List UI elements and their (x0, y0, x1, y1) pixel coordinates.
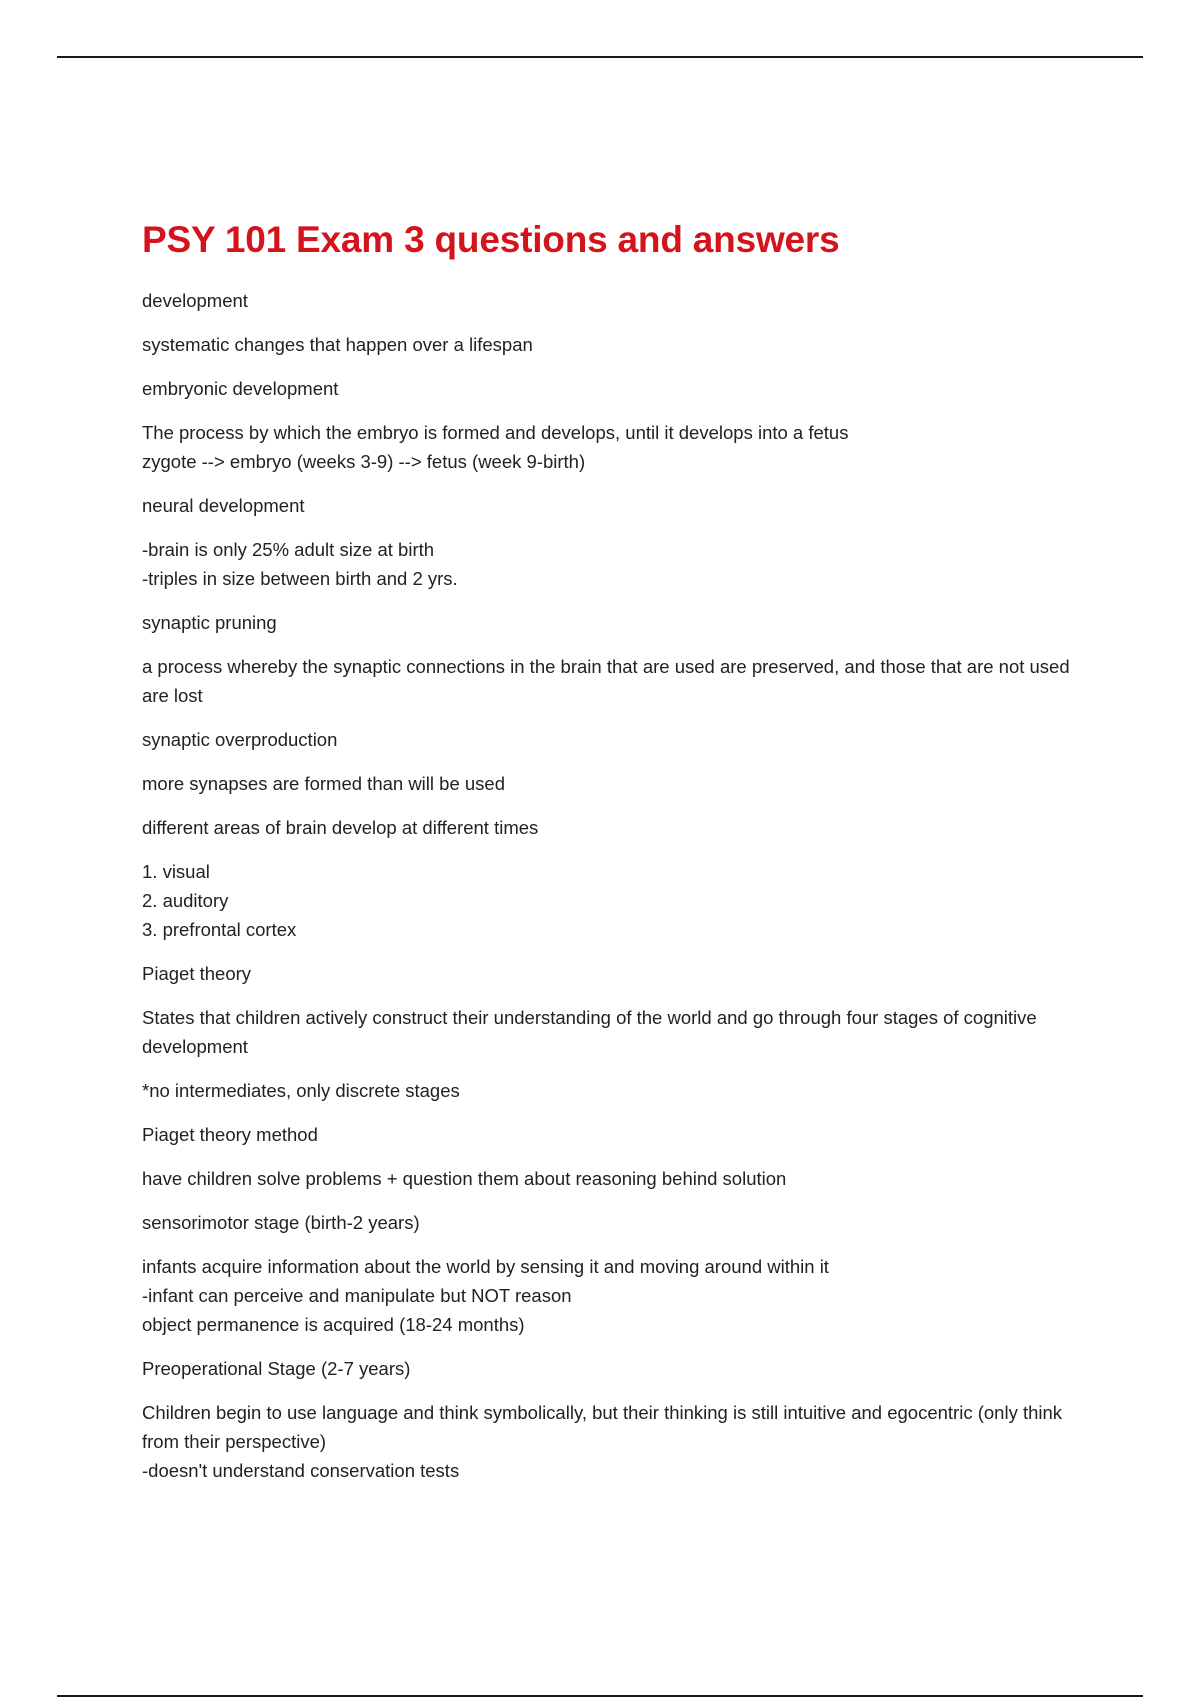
answer-neural-development-line-2: -triples in size between birth and 2 yrs. (142, 568, 458, 589)
answer-synaptic-overproduction: more synapses are formed than will be used (142, 773, 505, 794)
term-neural-development: neural development (142, 495, 305, 516)
answer-synaptic-pruning: a process whereby the synaptic connections in the brain that are used are preserved, and those that are not used are lost (142, 656, 1070, 706)
answer-sensorimotor-line-2: -infant can perceive and manipulate but NOT reason (142, 1285, 572, 1306)
term-piaget-theory: Piaget theory (142, 963, 252, 984)
answer-embryonic-development-line-2: zygote --> embryo (weeks 3-9) --> fetus (week 9-birth) (142, 451, 586, 472)
term-synaptic-overproduction: synaptic overproduction (142, 729, 338, 750)
answer-preoperational-line-1: Children begin to use language and think symbolically, but their thinking is still intuitive and egocentric (only think from their perspective) (142, 1402, 1063, 1452)
answer-piaget-method: have children solve problems + question them about reasoning behind solution (142, 1168, 787, 1189)
top-divider (57, 56, 1143, 58)
term-embryonic-development: embryonic development (142, 378, 339, 399)
answer-brain-areas-item-1: 1. visual (142, 861, 210, 882)
answer-development: systematic changes that happen over a lifespan (142, 334, 533, 355)
answer-neural-development-line-1: -brain is only 25% adult size at birth (142, 539, 435, 560)
term-sensorimotor-stage: sensorimotor stage (birth-2 years) (142, 1212, 420, 1233)
answer-preoperational-line-2: -doesn't understand conservation tests (142, 1460, 460, 1481)
answer-brain-areas-item-2: 2. auditory (142, 890, 229, 911)
term-preoperational-stage: Preoperational Stage (2-7 years) (142, 1358, 411, 1379)
bottom-divider (57, 1695, 1143, 1697)
document-title: PSY 101 Exam 3 questions and answers (142, 219, 840, 260)
term-development: development (142, 290, 248, 311)
document-body (142, 214, 1082, 1500)
term-piaget-method: Piaget theory method (142, 1124, 318, 1145)
term-synaptic-pruning: synaptic pruning (142, 612, 277, 633)
answer-brain-areas-item-3: 3. prefrontal cortex (142, 919, 297, 940)
answer-embryonic-development-line-1: The process by which the embryo is formed and develops, until it develops into a fetus (142, 422, 849, 443)
answer-sensorimotor-line-1: infants acquire information about the world by sensing it and moving around within it (142, 1256, 829, 1277)
answer-sensorimotor-line-3: object permanence is acquired (18-24 months) (142, 1314, 525, 1335)
term-brain-areas: different areas of brain develop at different times (142, 817, 539, 838)
qa-list (142, 286, 1082, 1485)
answer-piaget-theory: States that children actively construct their understanding of the world and go through four stages of cognitive development (142, 1007, 1037, 1057)
note-piaget-theory: *no intermediates, only discrete stages (142, 1080, 460, 1101)
